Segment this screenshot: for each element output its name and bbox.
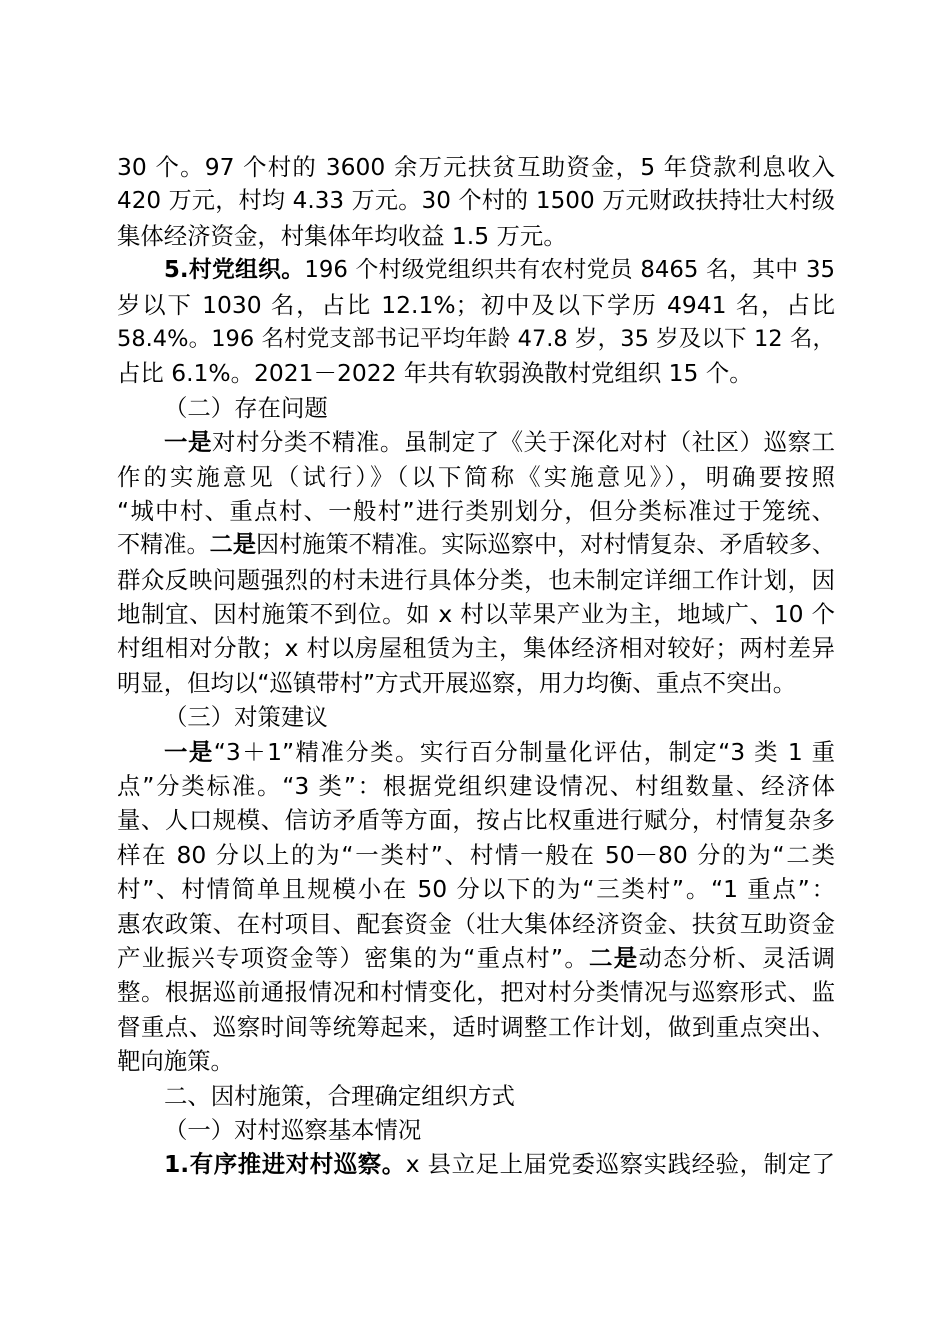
text-segment: 58.4%。196 名村党支部书记平均年龄 47.8 岁，35 岁及以下 12 名， xyxy=(117,325,835,352)
text-segment: 督重点、巡察时间等统筹起来，适时调整工作计划，做到重点突出、 xyxy=(117,1012,835,1041)
text-segment: 群众反映问题强烈的村未进行具体分类，也未制定详细工作计划，因 xyxy=(117,565,835,594)
text-segment: 整。根据巡前通报情况和村情变化，把对村分类情况与巡察形式、监 xyxy=(117,978,835,1007)
text-line xyxy=(117,288,835,322)
text-line xyxy=(117,803,835,837)
text-segment: 因村施策不精准。实际巡察中，对村情复杂、矛盾较多、 xyxy=(255,532,836,559)
text-segment: 惠农政策、在村项目、配套资金（壮大集体经济资金、扶贫互助资金 xyxy=(117,909,835,938)
text-line xyxy=(117,838,835,872)
text-segment: 量、人口规模、信访矛盾等方面，按占比权重进行赋分，村情复杂多 xyxy=(117,806,835,835)
text-segment: 村”、村情简单且规模小在 50 分以下的为“三类村”。“1 重点”： xyxy=(117,875,835,904)
bold-text-segment: 一是 xyxy=(164,737,214,766)
text-line xyxy=(117,1044,835,1078)
text-line xyxy=(117,322,835,356)
text-segment: 产业振兴专项资金等）密集的为“重点村”。 xyxy=(117,943,590,972)
text-segment: 样在 80 分以上的为“一类村”、村情一般在 50－80 分的为“二类 xyxy=(117,840,835,869)
text-line xyxy=(117,150,835,184)
text-segment: “3＋1”精准分类。实行百分制量化评估，制定“3 类 1 重 xyxy=(213,737,836,766)
text-segment: x 县立足上届党委巡察实践经验，制定了 xyxy=(405,1150,835,1179)
text-segment: 岁以下 1030 名，占比 12.1%；初中及以下学历 4941 名，占比 xyxy=(117,290,835,319)
text-segment: （一）对村巡察基本情况 xyxy=(164,1115,422,1144)
text-segment: 作的实施意见（试行）》（以下简称《实施意见》），明确要按照 xyxy=(117,462,835,491)
text-line xyxy=(117,735,835,769)
text-line xyxy=(117,494,835,528)
text-line xyxy=(117,219,835,253)
text-segment: （二）存在问题 xyxy=(164,393,328,422)
text-segment: 动态分析、灵活调 xyxy=(638,943,836,972)
bold-text-segment: 5.村党组织。 xyxy=(164,257,305,284)
text-line xyxy=(117,666,835,700)
text-segment: 明显，但均以“巡镇带村”方式开展巡察，用力均衡、重点不突出。 xyxy=(117,668,797,697)
text-line xyxy=(117,460,835,494)
text-line xyxy=(117,391,835,425)
text-segment: 靶向施策。 xyxy=(117,1047,234,1076)
text-line xyxy=(117,425,835,459)
text-segment: 对村分类不精准。虽制定了《关于深化对村（社区）巡察工 xyxy=(211,428,836,457)
bold-text-segment: 二是 xyxy=(589,943,639,972)
text-line xyxy=(117,872,835,906)
text-line xyxy=(117,941,835,975)
text-segment: 集体经济资金，村集体年均收益 1.5 万元。 xyxy=(117,221,567,250)
text-segment: 地制宜、因村施策不到位。如 x 村以苹果产业为主，地域广、10 个 xyxy=(117,600,835,629)
text-line xyxy=(117,631,835,665)
text-line xyxy=(117,597,835,631)
text-line xyxy=(117,975,835,1009)
text-segment: 196 个村级党组织共有农村党员 8465 名，其中 35 xyxy=(304,257,835,284)
text-segment: （三）对策建议 xyxy=(164,703,328,732)
text-segment: 点”分类标准。“3 类”：根据党组织建设情况、村组数量、经济体 xyxy=(117,772,835,801)
text-line xyxy=(117,769,835,803)
text-segment: 村组相对分散；x 村以房屋租赁为主，集体经济相对较好；两村差异 xyxy=(117,634,835,663)
text-line xyxy=(117,528,835,562)
text-segment: 30 个。97 个村的 3600 余万元扶贫互助资金，5 年贷款利息收入 xyxy=(117,153,835,181)
text-line xyxy=(117,356,835,390)
text-line xyxy=(117,253,835,287)
text-line xyxy=(117,907,835,941)
bold-text-segment: 二是 xyxy=(209,532,256,559)
document-page xyxy=(117,150,835,1182)
text-line xyxy=(117,700,835,734)
text-line xyxy=(117,1010,835,1044)
text-line xyxy=(117,1079,835,1113)
bold-text-segment: 1.有序推进对村巡察。 xyxy=(164,1150,406,1179)
text-segment: “城中村、重点村、一般村”进行类别划分，但分类标准过于笼统、 xyxy=(117,496,835,525)
text-line xyxy=(117,563,835,597)
text-segment: 二、因村施策，合理确定组织方式 xyxy=(164,1081,515,1110)
text-line xyxy=(117,1147,835,1181)
text-segment: 占比 6.1%。2021－2022 年共有软弱涣散村党组织 15 个。 xyxy=(117,359,753,388)
bold-text-segment: 一是 xyxy=(164,428,212,457)
text-line xyxy=(117,1113,835,1147)
text-segment: 不精准。 xyxy=(117,532,210,559)
text-line xyxy=(117,184,835,218)
text-segment: 420 万元，村均 4.33 万元。30 个村的 1500 万元财政扶持壮大村级 xyxy=(117,188,835,215)
